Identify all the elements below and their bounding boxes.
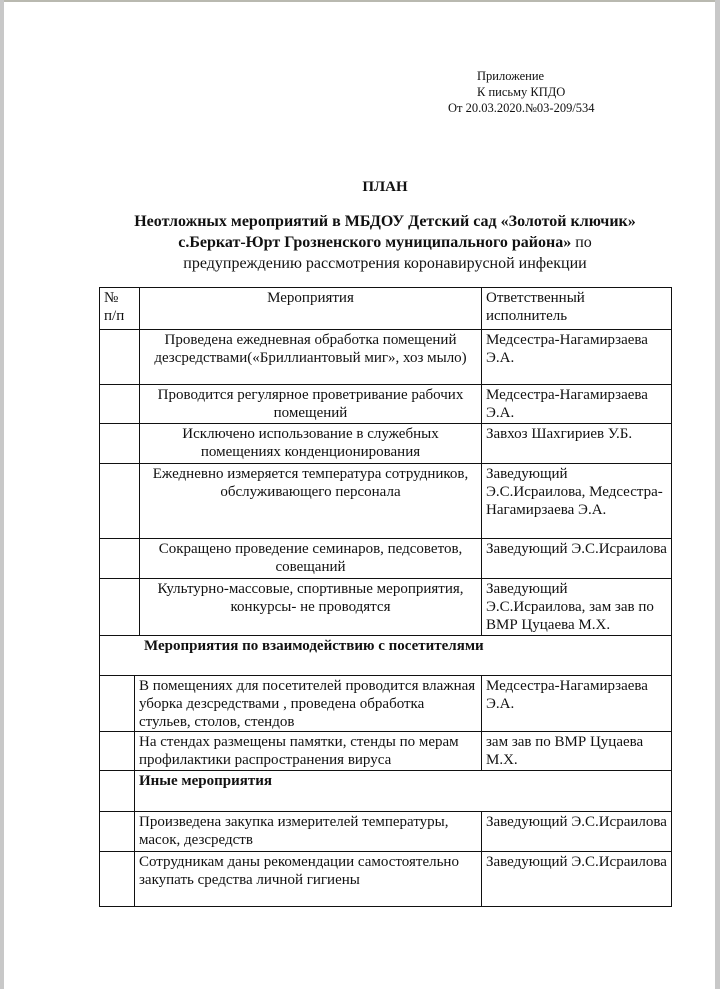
row-num	[100, 330, 140, 385]
document-title: ПЛАН	[362, 179, 408, 195]
row-activity: В помещениях для посетителей проводится влажная уборка дезсредствами , проведена обработка стульев, столов, стендов	[135, 676, 482, 732]
table-row	[100, 330, 672, 385]
appendix-line-2: К письму КПДО	[477, 85, 566, 99]
page-frame-left	[0, 0, 4, 989]
row-num	[100, 579, 140, 636]
row-responsible: Медсестра-Нагамирзаева Э.А.	[482, 330, 672, 385]
section-header-other	[100, 771, 672, 812]
table-row	[100, 676, 672, 732]
row-responsible: Медсестра-Нагамирзаева Э.А.	[482, 676, 672, 732]
section-header-visitors	[100, 636, 672, 676]
table-row	[100, 539, 672, 579]
row-num	[100, 676, 135, 732]
row-activity: Ежедневно измеряется температура сотрудников, обслуживающего персонала	[140, 464, 482, 539]
page-frame-top	[0, 0, 720, 2]
row-activity: Исключено использование в служебных помещениях конденционирования	[140, 424, 482, 464]
section-other-num	[100, 771, 135, 812]
header-activity: Мероприятия	[140, 288, 482, 330]
row-activity: На стендах размещены памятки, стенды по мерам профилактики распространения вируса	[135, 732, 482, 771]
table-row	[100, 732, 672, 771]
row-activity: Сотрудникам даны рекомендации самостоятельно закупать средства личной гигиены	[135, 852, 482, 907]
table-row	[100, 464, 672, 539]
row-num	[100, 464, 140, 539]
row-responsible: Заведующий Э.С.Исраилова	[482, 852, 672, 907]
row-num	[100, 424, 140, 464]
row-responsible: Заведующий Э.С.Исраилова	[482, 812, 672, 852]
appendix-line-3: От 20.03.2020.№03-209/534	[448, 101, 595, 115]
table-row	[100, 424, 672, 464]
row-num	[100, 732, 135, 771]
table-header-row	[100, 288, 672, 330]
row-activity: Культурно-массовые, спортивные мероприятия, конкурсы- не проводятся	[140, 579, 482, 636]
header-responsible-line-2: исполнитель	[486, 308, 568, 324]
row-num	[100, 852, 135, 907]
row-responsible: Заведующий Э.С.Исраилова, зам зав по ВМР Цуцаева М.Х.	[482, 579, 672, 636]
row-responsible: зам зав по ВМР Цуцаева М.Х.	[482, 732, 672, 771]
row-num	[100, 539, 140, 579]
row-activity: Проведена ежедневная обработка помещений дезсредствами(«Бриллиантовый миг», хоз мыло)	[140, 330, 482, 385]
row-responsible: Завхоз Шахгириев У.Б.	[482, 424, 672, 464]
row-responsible: Медсестра-Нагамирзаева Э.А.	[482, 385, 672, 424]
header-responsible	[482, 288, 672, 330]
table-row	[100, 812, 672, 852]
header-num	[100, 288, 140, 330]
table-row	[100, 385, 672, 424]
header-num-line-2: п/п	[104, 308, 125, 324]
header-num-line-1: №	[104, 290, 119, 306]
row-num	[100, 385, 140, 424]
section-visitors-label: Мероприятия по взаимодействию с посетителями	[100, 636, 672, 676]
section-other-label: Иные мероприятия	[135, 771, 672, 812]
row-responsible: Заведующий Э.С.Исраилова	[482, 539, 672, 579]
appendix-line-1: Приложение	[477, 69, 545, 83]
subtitle-line-3: предупреждению рассмотрения коронавирусной инфекции	[183, 255, 587, 272]
row-responsible: Заведующий Э.С.Исраилова, Медсестра-Нагамирзаева Э.А.	[482, 464, 672, 539]
subtitle-line-2-bold: с.Беркат-Юрт Грозненского муниципального района»	[178, 234, 572, 251]
header-responsible-line-1: Ответственный	[486, 290, 585, 306]
appendix-note	[420, 68, 640, 116]
table-row	[100, 852, 672, 907]
subtitle-line-1: Неотложных мероприятий в МБДОУ Детский сад «Золотой ключик»	[134, 213, 636, 230]
plan-table	[99, 287, 672, 676]
plan-table-lower	[99, 675, 672, 907]
row-activity: Сокращено проведение семинаров, педсоветов, совещаний	[140, 539, 482, 579]
table-row	[100, 579, 672, 636]
subtitle-line-2-normal: по	[571, 234, 592, 251]
row-activity: Произведена закупка измерителей температуры, масок, дезсредств	[135, 812, 482, 852]
document-subtitle	[100, 211, 670, 274]
page-frame-right	[715, 0, 720, 989]
row-num	[100, 812, 135, 852]
row-activity: Проводится регулярное проветривание рабочих помещений	[140, 385, 482, 424]
